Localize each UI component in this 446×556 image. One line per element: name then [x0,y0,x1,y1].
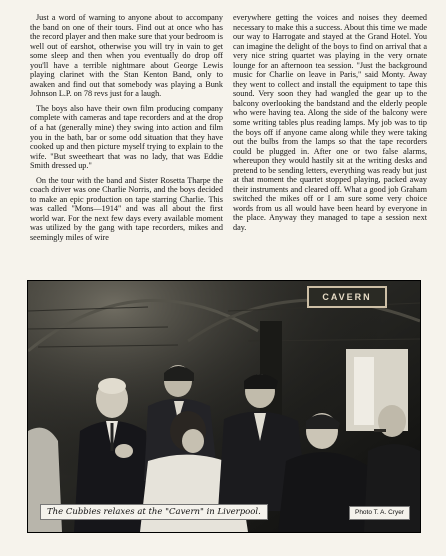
hand [115,444,133,458]
paragraph-rosetta-tour: On the tour with the band and Sister Rosetta Tharpe the coach driver was one Charlie Norris, and the boys decided to make an epic production on tape starring Charlie. This was called "Mons—1914" and was all about the first world war. For the next few days every available moment was utilized by the gang with tape recorders, mikes and seemingly miles of wire [30,175,223,243]
paragraph-film-company: The boys also have their own film producing company complete with cameras and tape recorders and at the drop of a hat (generally mine) they swing into action and film you in the bath, bar or some odd situation that they have cooked up and then picture myself trying to explain to the wife. "But sweetheart that was no lady, that was Eddie Smith dressed up." [30,103,223,171]
photo-scene [28,281,420,532]
man-pipe-head [378,405,406,437]
cavern-sign: CAVERN [307,286,387,308]
paragraph-record-player: Just a word of warning to anyone about to accompany the band on one of their tours. Find out at once who has the record player and then make sure that your bedroom is well out of earshot, otherwise you will try in vain to get some sleep and then when you eventually do drop off you'll have a terrible nightmare about George Lewis playing clarinet with the Stan Kenton Band, only to awaken and find out that somebody was playing a Bunk Johnson L.P. on 78 revs just for a laugh. [30,13,223,99]
man-laughing-suit [278,452,378,532]
left-text-column [30,13,223,248]
paragraph-harrogate: everywhere getting the voices and noises they deemed necessary to make this a success. About this time we made our way to Harrogate and stayed at the Grand Hotel. You can imagine the delight of the boys to find on arrival that a very nice string quartet was playing in the very ornate lounge for an afternoon tea session. "Just the background music for Charlie on leave in Paris," said Monty. Away they went to collect and install the equipment to tape this sound. Very soon they had wangled the gear up to the balcony overlooking the bandstand and the elderly people who were having tea. Along the side of the balcony were some writing tables plus reading lamps. My job was to tip the boys off if anyone came along while they were taking out the bulbs from the lamps so that the tape recorders could be plugged in. After one or two false alarms, whereupon they would hastily sit at the writing desks and pretend to be sending letters, everything was ready but just at that moment the quartet stopped playing, packed away their instruments and cleared off. What a good job Graham switched the mikes off or I am sure some very choice words from us all would have been heard by everyone in the place. Anyway they managed to tape a session next day. [233,13,427,233]
band-photograph [27,280,421,533]
photo-caption: The Cubbies relaxes at the "Cavern" in Liverpool. [40,504,268,520]
woman-face [182,429,204,453]
right-text-column [233,13,427,238]
pipe [374,429,386,432]
photo-credit: Photo T. A. Cryer [349,506,410,520]
